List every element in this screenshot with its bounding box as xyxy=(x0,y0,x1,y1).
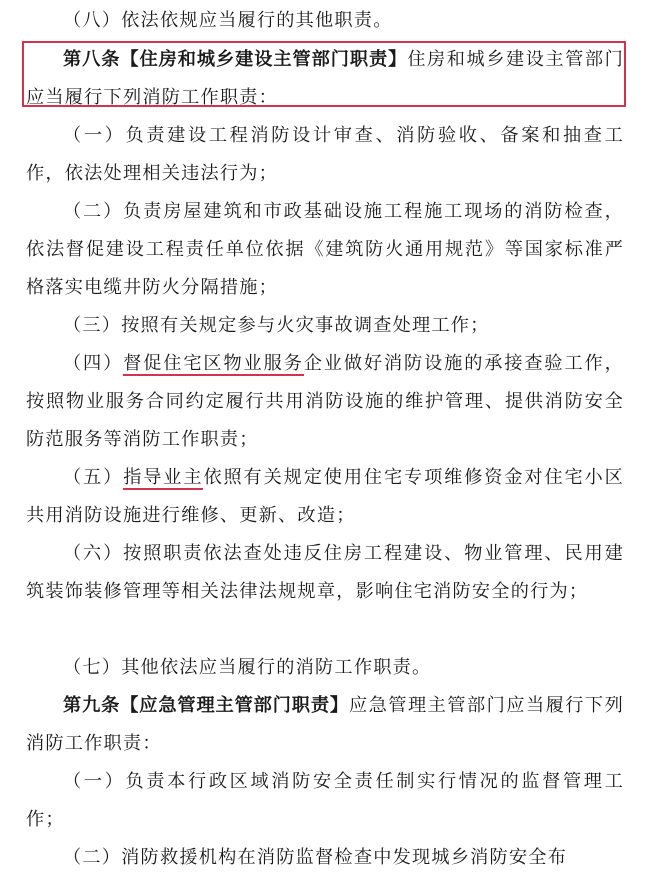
article-8-heading: 第八条【住房和城乡建设主管部门职责】 xyxy=(63,49,408,70)
article-9-heading: 第九条【应急管理主管部门职责】 xyxy=(63,695,349,716)
article-8-item-1: （一）负责建设工程消防设计审查、消防验收、备案和抽查工作，依法处理相关违法行为； xyxy=(26,125,624,184)
article-9-body: 应急管理主管部门应当履行下列消防工作职责： xyxy=(26,695,624,754)
item-5-underlined-text: 指导业主 xyxy=(123,467,204,488)
item-4-rest: 企业做好消防设施的承接查验工作，按照物业服务合同约定履行共用消防设施的维护管理、提供消防安全防范服务等消防工作职责； xyxy=(26,353,624,450)
article-8-body: 住房和城乡建设主管部门应当履行下列消防工作职责： xyxy=(26,49,625,108)
article-8-item-3: （三）按照有关规定参与火灾事故调查处理工作； xyxy=(63,315,490,336)
item-5-rest: 依照有关规定使用住宅专项维修资金对住宅小区共用消防设施进行维修、更新、改造； xyxy=(26,467,625,526)
item-4-underlined-text: 督促住宅区物业服务 xyxy=(123,353,304,374)
article-9-item-1: （一）负责本行政区域消防安全责任制实行情况的监督管理工作； xyxy=(26,771,624,830)
article-8-item-6: （六）按照职责依法查处违反住房工程建设、物业管理、民用建筑装饰装修管理等相关法律法规规章，影响住宅消防安全的行为； xyxy=(26,543,624,602)
article-9-paragraph xyxy=(26,687,624,763)
item-4-prefix: （四） xyxy=(63,353,124,374)
article-8-item-7: （七）其他依法应当履行的消防工作职责。 xyxy=(63,657,432,678)
article-8-item-5 xyxy=(26,459,624,535)
article-8-item-4 xyxy=(26,345,624,459)
item-5-prefix: （五） xyxy=(63,467,124,488)
article-9-item-2: （二）消防救援机构在消防监督检查中发现城乡消防安全布 xyxy=(63,847,568,868)
article-8-paragraph xyxy=(26,41,624,117)
item-8-other-duties: （八）依法依规应当履行的其他职责。 xyxy=(63,10,393,31)
article-8-item-2: （二）负责房屋建筑和市政基础设施工程施工现场的消防检查，依法督促建设工程责任单位依据《建筑防火通用规范》等国家标准严格落实电缆井防火分隔措施； xyxy=(26,201,624,298)
